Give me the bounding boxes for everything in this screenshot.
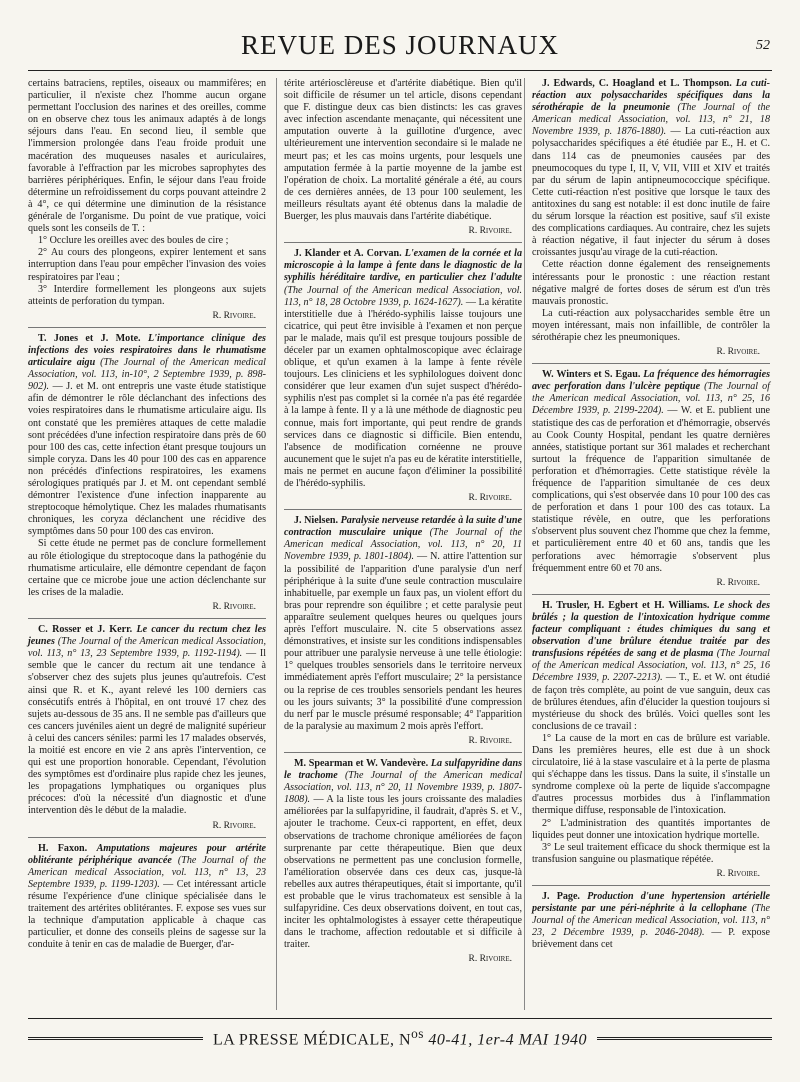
article-title: Le shock des brûlés ; la question de l'intoxication hydrique comme facteur compliquant : études chimiques du sang et observation d'une brûlure étendue traitée par des transfusions répétées de sang et de plasma [532, 599, 770, 660]
article-paragraph: La cuti-réaction aux polysaccharides semble être un moyen intéressant, mais non infaillible, de contrôler la sérothérapie chez les pneumoniques. [532, 307, 770, 343]
article-text: — T., E. et W. ont étudié de façon très complète, au point de vue sanguin, deux cas de brûlures étendues, afin d'élucider la question toujours si mystérieuse du shock des brûlés. Voici quelles sont les conclusions de ce travail : [532, 672, 770, 732]
article-authors: H. Trusler, H. Egbert et H. Williams. [542, 599, 710, 611]
article-text: — La kératite interstitielle due à l'hérédo-syphilis laisse toujours une cicatrice, qui peut être invisible à l'examen et non perçue par le malade, mais qu'il est presque toujours possible de déceler par un examen ophtalmoscopique avec éclairage oblique, et qu'un examen à la lampe à fente révèle toujours. Les cliniciens et les syphilologues doivent donc considérer que leur examen d'un sujet suspect d'hérédo-syphilis n'est pas complet si la cornée n'a pas été regardée à la lampe à fente. Il y a là une méthode de diagnostic peu connue, mais fort importante, qui peut rendre de grands services dans ce diagnostic si difficile. Bien entendu, l'absence de modification cornéenne ne prouve aucunement que le sujet n'a pas eu de kératite interstitielle, mais ne permet en aucune façon d'éliminer la possibilité de l'hérédo-syphilis. [284, 296, 522, 489]
article-authors: J. Klander et A. Corvan. [294, 248, 402, 260]
article [532, 594, 770, 880]
article-title: La sulfapyridine dans le trachome [284, 757, 523, 782]
article-title: La cuti-réaction aux polysaccharides spécifiques dans la sérothérapie de la pneumonie [532, 78, 770, 114]
article [532, 78, 770, 358]
article-paragraph: 3° Interdire formellement les plongeons aux sujets atteints de perforation du tympan. [28, 283, 266, 307]
article-signature: R. Rivoire. [468, 226, 512, 237]
article-authors: T. Jones et J. Mote. [38, 332, 141, 344]
column-3 [532, 78, 770, 951]
article-signature: R. Rivoire. [716, 868, 760, 879]
article-authors: W. Winters et S. Egau. [542, 369, 641, 381]
article-title: Paralysie nerveuse retardée à la suite d'une contraction musculaire unique [284, 515, 522, 539]
article-text: — W. et E. publient une statistique des cas de perforation et d'hémorragie, observés au Cook County Hospital, pendant les quatre dernières années, statistique portant sur 361 malades et recherchant surtout la fréquence de l'apparition simultanée de perforation et d'hémorragies. Cette statistique révèle la fréquence de l'apparition simultanée de ces deux complications, qui s'est observée dans 10 pour 100 des cas de perforation et dans 1 pour 100 des cas totaux. La statistique révèle, en outre, que les perforations s'observent plus souvent chez l'homme que chez la femme, et particulièrement entre 40 et 60 ans, tandis que les perforations avec hémorragie s'observent plus fréquemment entre 60 et 70 ans. [532, 405, 770, 574]
article [28, 327, 266, 613]
article-lead [28, 624, 266, 818]
article-text: — Il semble que le cancer du rectum ait une tendance à s'observer chez des sujets plus jeunes qu'autrefois. C'est ainsi que R. et K., ayant relevé les 100 derniers cas consécutifs entrés à l'hôpital, en ont trouvé 17 chez des sujets au-dessous de 35 ans. Il ne semble pas d'ailleurs que ces cancers juvéniles aient un degré de malignité supérieur à celui des cancers séniles: parmi les 17 malades observés, la moitié est encore en vie 2 ans après l'intervention, ce qui est une proportion honorable. Cependant, l'évolution des symptômes est d'ordinaire plus rapide chez les jeunes, les propagations lymphatiques ou organiques plus précoces: d'où la nécessité d'un diagnostic et d'une intervention dès le début de la maladie. [28, 648, 266, 817]
article-text: — La cuti-réaction aux polysaccharides spécifiques a été étudiée par E., H. et C. dans 114 cas de pneumonies causées par des pneumocoques du type I, II, V, VII, VIII et XIV et traités par du sérum de lapin antipneumococcique spécifique. Cette cuti-réaction n'est positive que lorsque le taux des antitoxines du sang est notable: il est donc inutile de faire du sérum lorsque la réaction est positive, sauf s'il existe des complications cardiaques. Au contraire, chez les sujets à réaction négative, il faut injecter du sérum à doses croissantes jusqu'au virage de la cuti-réaction. [532, 126, 770, 259]
article-source: (The Journal of the American medical Association, vol. 113, n° 18, 28 Octobre 1939, p. 1624-1627). [284, 284, 522, 308]
article-signature: R. Rivoire. [468, 493, 512, 504]
article-paragraph: 1° Occlure les oreilles avec des boules de cire ; [38, 235, 229, 247]
article-signature: R. Rivoire. [468, 735, 512, 746]
article-source: (The Journal of the American medical Association, vol. 113, n° 20, 11 Novembre 1939, p. 1801-1804). [284, 527, 522, 563]
article-lead [532, 891, 770, 951]
article-authors: H. Faxon. [38, 842, 88, 854]
article-source: (The Journal of the American medical Association, vol. 113, n° 23, 2 Décembre 1939, p. 2046-2048). [532, 903, 770, 939]
article-source: (The Journal of the American medical Association, vol. 113, n° 25, 16 Décembre 1939, p. 2207-2213). [532, 648, 770, 684]
header-rule [28, 70, 772, 71]
journal-section-title: REVUE DES JOURNAUX [240, 30, 559, 60]
article-signature: R. Rivoire. [716, 347, 760, 358]
article-authors: C. Rosser et J. Kerr. [38, 624, 133, 636]
article [284, 78, 522, 237]
footer-ornament-left [28, 1037, 203, 1040]
running-header [28, 28, 772, 70]
article-lead [284, 758, 522, 952]
article-lead [28, 333, 266, 539]
article-text: — Cet intéressant article résume l'expérience d'une clinique spécialisée dans le traitement des artérites oblitérantes. F. expose ses vues sur la technique d'amputation applicable à chaque cas particulier, et donne des conseils pleins de sagesse sur la conduite à tenir en cas de maladie de Buerger, d'ar- [28, 878, 266, 951]
article-text: — N. attire l'attention sur la possibilité de l'apparition d'une paralysie d'un nerf périphérique à la suite d'une seule contraction musculaire inhabituelle, par exemple un faux pas, un violent effort du bras pour reprendre son équilibre ; et cette paralysie peut apparaître seulement quelques heures ou quelques jours après l'effort musculaire. N. cite 5 observations assez démonstratives, et insiste sur les conditions indispensables pour attribuer une paralysie nerveuse à une telle étiologie: 1° quelques troubles sensoriels dans le territoire nerveux immédiatement après l'effort musculaire; 2° la persistance ou la reprise de ces troubles sensoriels pendant les heures ou les jours suivants; 3° la possibilité d'une compression du nerf par le muscle présumé responsable; 4° l'apparition de la paralysie au maximum 2 mois après l'effort. [284, 551, 522, 732]
article [28, 618, 266, 832]
article [284, 509, 522, 747]
article [284, 242, 522, 504]
article-text: — P. expose brièvement dans cet [532, 927, 770, 951]
article-lead [284, 248, 522, 490]
article-paragraph: 2° Au cours des plongeons, expirer lentement et sans interruption dans l'eau pour empêcher l'invasion des voies respiratoires par l'eau ; [28, 247, 266, 283]
article-lead [532, 600, 770, 733]
article-paragraph: 3° Le seul traitement efficace du shock thermique est la transfusion sanguine ou plasmatique répétée. [532, 841, 770, 865]
column-1 [28, 78, 266, 951]
article-source: (The Journal of the American medical Association, vol. 113, n° 20, 11 Novembre 1939, p. 1807-1808). [284, 770, 522, 806]
article-paragraph: 1° La cause de la mort en cas de brûlure est variable. Dans les premières heures, elle est due à un shock circulatoire, lié à la stase vasculaire et à la perte de plasma qui s'échappe dans les tissus. Dans la suite, il s'installe un syndrome complexe où la perte de liquide s'accompagne d'autres processus morbides dus à l'inflammation thermique diffuse, responsable de l'intoxication. [532, 732, 770, 817]
article-title: La fréquence des hémorragies avec perforation dans l'ulcère peptique [532, 369, 770, 393]
page-number: 52 [756, 38, 770, 53]
footer-citation [203, 1026, 597, 1049]
article-paragraph: Cette réaction donne également des renseignements intéressants pour le pronostic : une réaction restant négative malgré de fortes doses de sérum est d'un très mauvais pronostic. [532, 259, 770, 307]
running-footer [28, 1026, 772, 1050]
article-lead [532, 369, 770, 575]
article-paragraph: Si cette étude ne permet pas de conclure formellement au rôle étiologique du streptocoque dans la pathogénie du rhumatisme articulaire, elle démontre cependant de façon certaine que ce microbe joue une action déclenchante sur les crises de la maladie. [28, 538, 266, 598]
article-paragraph: certains batraciens, reptiles, oiseaux ou mammifères; en particulier, il n'existe chez l'homme aucun organe permettant l'occlusion des narines et des oreilles, comme on en observe chez tous les animaux adaptés à de longs séjours dans l'eau. En second lieu, il semble que l'immersion prolongée dans l'eau froide produit une macération des muqueuses nasales et auriculaires, favorable à l'effraction par les microbes saprophytes des barrières périphériques. Enfin, le séjour dans l'eau froide détermine un refroidissement du corps pouvant atteindre 2 à 4°, ce qui détermine une diminution de la résistance générale de l'organisme. Du point de vue pratique, voici quels sont les conseils de T. : [28, 78, 266, 235]
article-lead [284, 515, 522, 733]
article-lead [532, 78, 770, 259]
article-signature: R. Rivoire. [468, 954, 512, 965]
column-divider [276, 78, 277, 1010]
footer-issue: 40-41, 1er-4 MAI 1940 [428, 1031, 588, 1049]
article-text: — J. et M. ont entrepris une vaste étude statistique afin de démontrer le rôle déclanchant des infections des voies respiratoires dans le rhumatisme articulaire aigu. Ils ont constaté que les premières attaques de cette maladie sont précédées d'une infection respiratoire dans près de 60 pour 100 des cas, cette infection étant presque toujours un simple coryza. Dans les 40 pour 100 des cas en apparence non précédés d'infections respiratoires, les examens sérologiques pratiqués par J. et M. ont cependant semblé démontrer l'existence d'une infection inapparente au streptocoque hémolytique. Chez les malades rhumatisants chroniques, les coryza déclanchent une récidive des symptômes dans 50 pour 100 des cas environ. [28, 381, 266, 538]
article-authors: M. Spearman et W. Vandevère. [294, 757, 429, 769]
article-signature: R. Rivoire. [212, 820, 256, 831]
column-divider [524, 78, 525, 1010]
column-2 [284, 78, 522, 966]
footer-rule [28, 1018, 772, 1019]
article-source: (The Journal of the American medical Association, vol. 113, n° 21, 18 Novembre 1939, p. 1876-1880). [532, 102, 770, 138]
article [28, 837, 266, 952]
article [532, 885, 770, 951]
article-source: (The Journal of the American medical Association, vol. 113, in-10°, 2 Septembre 1939, p. 898-902). [28, 357, 266, 393]
article-authors: J. Edwards, C. Hoagland et L. Thompson. [542, 78, 732, 89]
article [532, 363, 770, 589]
article-title: L'examen de la cornée et la microscopie à la lampe à fente dans le diagnostic de la syphilis héréditaire tardive, en particulier chez l'adulte [284, 248, 522, 284]
article [28, 78, 266, 322]
article-signature: R. Rivoire. [212, 310, 256, 321]
article-authors: J. Nielsen. [294, 515, 339, 527]
article-source: (The Journal of the American medical Association, vol. 113, n° 13, 23 Septembre 1939, p. 1199-1203). [28, 854, 266, 890]
article-signature: R. Rivoire. [716, 577, 760, 588]
article [284, 752, 522, 966]
article-signature: R. Rivoire. [212, 601, 256, 612]
article-text: — A la liste tous les jours croissante des maladies améliorées par la sulfapyridine, il faudrait, d'après S. et V., ajouter le trachome. Ceux-ci rapportent, en effet, deux observations de trachome chronique améliorées de façon surprenante par cette thérapeutique. Bien que deux observations ne permettent pas une conclusion formelle, l'amélioration observée dans ces deux cas, jusque-là rebelles aux autres thérapeutiques, était si importante, qu'il est probable que le virus trachomateux est sensible à la sulfapyridine. Ces deux observations doivent, en tout cas, inciter les ophtalmologistes à essayer cette thérapeutique dans le trachome, affection redoutable et si difficile à traiter. [284, 794, 522, 951]
article-paragraph: térite artériosclèreuse et d'artérite diabétique. Bien qu'il soit difficile de résumer un tel article, disons cependant que F. distingue deux cas bien distincts: les cas graves avec infection ascendante menaçante, qui nécessitent une amputation ouverte à la guillotine d'urgence, avec ultérieurement une intervention secondaire si le malade ne meurt pas; et les cas moins urgents, pour lesquels une amputation fermée à la partie moyenne de la jambe est l'opération de choix. La mortalité générale a été, au cours de ces dernières années, de 13 pour 100 seulement, les meilleurs résultats ayant été obtenus dans la maladie de Buerger, les plus mauvais dans l'artérite diabétique. [284, 78, 522, 223]
article-source: (The Journal of the American medical Association, vol. 113, n° 25, 16 Décembre 1939, p. 2199-2204). [532, 381, 770, 417]
footer-journal: LA PRESSE MÉDICALE, N [212, 1031, 412, 1049]
article-title: Le cancer du rectum chez les jeunes [28, 624, 267, 648]
article-paragraph: 2° L'administration des quantités importantes de liquides peut donner une intoxication hydrique mortelle. [532, 817, 770, 841]
article-authors: J. Page. [542, 891, 580, 902]
article-title: Amputations majeures pour artérite oblitérante périphérique avancée [28, 842, 266, 866]
footer-ornament-right [597, 1037, 772, 1040]
article-lead [28, 843, 266, 952]
article-title: Production d'une hypertension artérielle persistante par une péri-néphrite à la cellophane [532, 891, 770, 915]
article-source: (The Journal of the American medical Association, vol. 113, n° 13, 23 Septembre 1939, p. 1192-1194). [28, 636, 266, 660]
footer-nos: os [411, 1026, 424, 1042]
article-title: L'importance clinique des infections des voies respiratoires dans le rhumatisme articulaire aigu [28, 332, 266, 369]
